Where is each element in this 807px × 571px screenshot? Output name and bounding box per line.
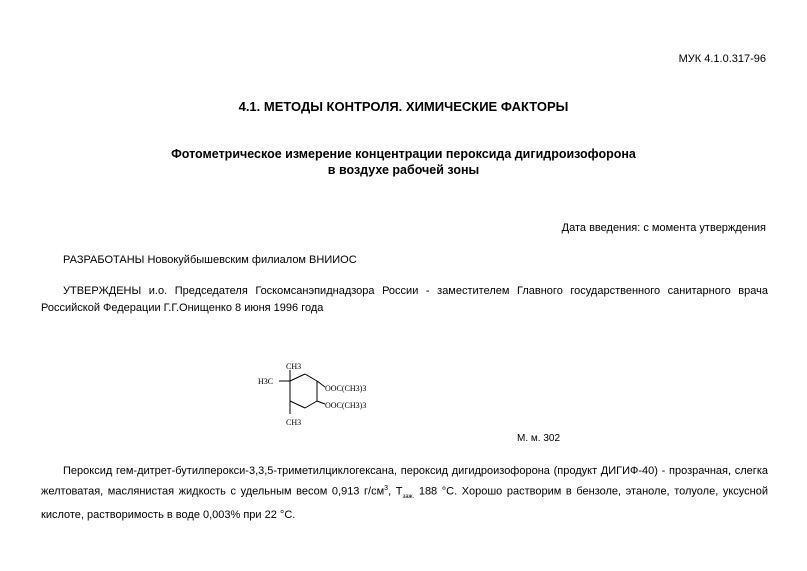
description bbox=[41, 462, 768, 524]
developed-by: РАЗРАБОТАНЫ Новокуйбышевским филиалом ВНИИОС bbox=[63, 254, 357, 266]
approved-by-text: УТВЕРЖДЕНЫ и.о. Председателя Госкомсанэпиднадзора России - заместителем Главного государственного санитарного врача Российской Федерации Г.Г.Онищенко 8 июня 1996 года bbox=[41, 285, 768, 314]
right-group-2: OOC(CH3)3 bbox=[325, 401, 367, 410]
flash-point-sub: заж. bbox=[402, 493, 415, 500]
description-text-1: Пероксид гем-дитрет-бутилперокси-3,3,5-триметилциклогексана, пероксид дигидроизофорона (продукт ДИГИФ-40) - прозрачная, слегка желтоватая, маслянистая жидкость с удельным весом 0,913 г/см bbox=[41, 465, 768, 498]
approved-by bbox=[41, 283, 768, 317]
subtitle-line-2: в воздухе рабочей зоны bbox=[327, 163, 480, 177]
structural-formula bbox=[255, 360, 385, 430]
top-group: CH3 bbox=[286, 362, 302, 371]
unit-exponent: 3 bbox=[384, 485, 389, 492]
description-text-2: 188 °С. Хорошо растворим в бензоле, этаноле, толуоле, уксусной кислоте, растворимость в воде 0,003% при 22 °С. bbox=[41, 485, 768, 521]
description-paragraph: Пероксид гем-дитрет-бутилперокси-3,3,5-триметилциклогексана, пероксид дигидроизофорона (продукт ДИГИФ-40) - прозрачная, слегка желтоватая, маслянистая жидкость с удельным весом 0,913 $г/см^3$, $Т_{заж.}$ 188 °С. Хорошо растворим в бензоле, этаноле, толуоле, уксусной кислоте, растворимость в воде 0,003% при 22 °С. bbox=[41, 465, 768, 521]
ring bbox=[279, 370, 325, 414]
subtitle-line-1: Фотометрическое измерение концентрации пероксида дигидроизофорона bbox=[171, 147, 636, 161]
section-title: 4.1. МЕТОДЫ КОНТРОЛЯ. ХИМИЧЕСКИЕ ФАКТОРЫ bbox=[238, 99, 569, 114]
left-group: H3C bbox=[258, 377, 274, 386]
flash-point-symbol: Т bbox=[395, 485, 403, 498]
bottom-group: CH3 bbox=[286, 418, 302, 427]
intro-date: Дата введения: с момента утверждения bbox=[561, 222, 766, 234]
molar-mass: М. м. 302 bbox=[517, 433, 561, 444]
document-code: МУК 4.1.0.317-96 bbox=[678, 53, 766, 65]
right-group-1: OOC(CH3)3 bbox=[325, 384, 367, 393]
document-subtitle bbox=[0, 146, 807, 178]
